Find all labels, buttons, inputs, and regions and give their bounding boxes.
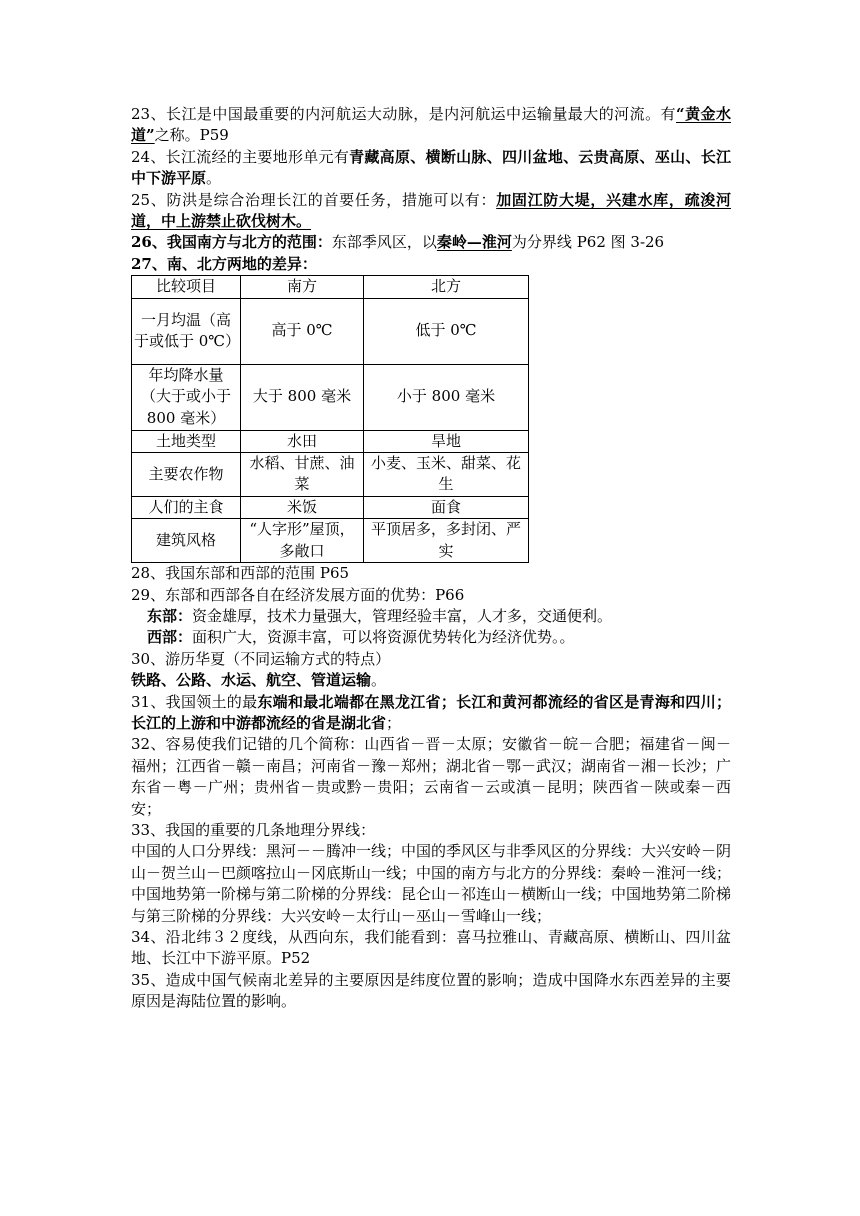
east-text: 资金雄厚，技术力量强大，管理经验丰富，人才多，交通便利。 <box>192 606 613 625</box>
item-31-highlight: 东端和最北端都在黑龙江省；长江和黄河都流经的省区是青海和四川；长江的上游和中游都流经的省是湖北省 <box>131 692 731 732</box>
west-text: 面积广大，资源丰富，可以将资源优势转化为经济优势。。 <box>192 628 575 647</box>
item-27-heading: 27、南、北方两地的差异： <box>131 254 317 273</box>
table-cell: 一月均温（高于或低于 0℃） <box>132 298 241 364</box>
table-cell: 面食 <box>364 496 529 518</box>
item-32: 32、容易使我们记错的几个简称：山西省－晋－太原；安徽省－皖－合肥；福建省－闽－福州；江西省－赣－南昌；河南省－豫－郑州；湖北省－鄂－武汉；湖南省－湘－长沙；广东省－粤－广州；贵州省－贵或黔－贵阳；云南省－云或滇－昆明；陕西省－陕或秦－西安； <box>131 735 732 818</box>
item-33: 33、我国的重要的几条地理分界线： <box>131 820 376 839</box>
table-cell: 低于 0℃ <box>364 298 529 364</box>
table-cell: 小于 800 毫米 <box>364 364 529 430</box>
table-row <box>132 430 529 452</box>
item-25-highlight: 加固江防大堤，兴建水库，疏浚河道，中上游禁止砍伐树木。 <box>131 190 731 231</box>
table-cell: 大于 800 毫米 <box>241 364 364 430</box>
item-24-highlight: 青藏高原、横断山脉、四川盆地、云贵高原、巫山、长江中下游平原 <box>131 147 731 188</box>
item-28: 28、我国东部和西部的范围 P65 <box>131 564 350 583</box>
table-cell: 高于 0℃ <box>241 298 364 364</box>
item-25-text: 25、防洪是综合治理长江的首要任务，措施可以有： <box>131 190 497 209</box>
item-30-answer <box>131 670 731 691</box>
east-label: 东部： <box>147 606 193 625</box>
document-body <box>131 104 731 1013</box>
table-cell: 水田 <box>241 430 364 452</box>
west-label: 西部： <box>147 628 193 647</box>
item-23 <box>131 104 731 147</box>
item-25 <box>131 190 731 233</box>
item-31 <box>131 692 731 735</box>
table-row <box>132 364 529 430</box>
table-header-cell: 南方 <box>241 276 364 298</box>
item-24-text: 24、长江流经的主要地形单元有 <box>131 147 350 166</box>
table-cell: 主要农作物 <box>132 453 241 497</box>
item-30-highlight: 铁路、公路、水运、航空、管道运输 <box>131 671 372 690</box>
item-30: 30、游历华夏（不同运输方式的特点） <box>131 649 391 668</box>
table-cell: 小麦、玉米、甜菜、花生 <box>364 453 529 497</box>
table-row <box>132 453 529 497</box>
item-31-text: 31、我国领土的最 <box>131 692 258 711</box>
table-header-row <box>132 276 529 298</box>
table-row <box>132 496 529 518</box>
item-23-text: 23、长江是中国最重要的内河航运大动脉，是内河航运中运输量最大的河流。有 <box>131 105 676 123</box>
table-cell: 土地类型 <box>132 430 241 452</box>
table-cell: 人们的主食 <box>132 496 241 518</box>
table-row <box>132 298 529 364</box>
north-south-comparison-table <box>131 275 529 563</box>
item-26-text: 东部季风区，以 <box>331 233 437 252</box>
item-29-east <box>131 606 731 627</box>
item-29: 29、东部和西部各自在经济发展方面的优势：P66 <box>131 585 465 604</box>
table-cell: 年均降水量（大于或小于 800 毫米） <box>132 364 241 430</box>
item-30-tail: 。 <box>371 671 387 690</box>
item-26-heading: 26、我国南方与北方的范围： <box>131 233 332 252</box>
item-27 <box>131 254 731 275</box>
table-header-cell: 比较项目 <box>132 276 241 298</box>
item-24 <box>131 147 731 190</box>
table-cell: 建筑风格 <box>132 519 241 563</box>
table-cell: “人字形”屋顶，多敞口 <box>241 519 364 563</box>
item-29-west <box>131 627 731 648</box>
item-26-tail: 为分界线 P62 图 3-26 <box>511 233 665 252</box>
item-24-tail: 。 <box>206 169 222 188</box>
item-31-tail: ； <box>386 713 402 732</box>
item-26-highlight: 秦岭—淮河 <box>436 233 512 252</box>
table-header-cell: 北方 <box>364 276 529 298</box>
item-34: 34、沿北纬３２度线，从西向东，我们能看到：喜马拉雅山、青藏高原、横断山、四川盆地、长江中下游平原。P52 <box>131 928 731 968</box>
table-row <box>132 519 529 563</box>
table-cell: 平顶居多，多封闭、严实 <box>364 519 529 563</box>
item-23-highlight: “黄金水道” <box>131 105 731 145</box>
table-cell: 米饭 <box>241 496 364 518</box>
table-cell: 旱地 <box>364 430 529 452</box>
item-35: 35、造成中国气候南北差异的主要原因是纬度位置的影响；造成中国降水东西差异的主要原因是海陆位置的影响。 <box>131 970 731 1011</box>
item-33-body: 中国的人口分界线：黑河－－腾冲一线；中国的季风区与非季风区的分界线：大兴安岭－阴山－贺兰山－巴颜喀拉山－冈底斯山一线；中国的南方与北方的分界线：秦岭－淮河一线；中国地势第一阶梯与第二阶梯的分界线：昆仑山－祁连山－横断山一线；中国地势第二阶梯与第三阶梯的分界线：大兴安岭－太行山－巫山－雪峰山一线； <box>131 842 732 925</box>
table-cell: 水稻、甘蔗、油菜 <box>241 453 364 497</box>
item-23-tail: 之称。P59 <box>154 126 229 145</box>
item-26 <box>131 232 731 253</box>
